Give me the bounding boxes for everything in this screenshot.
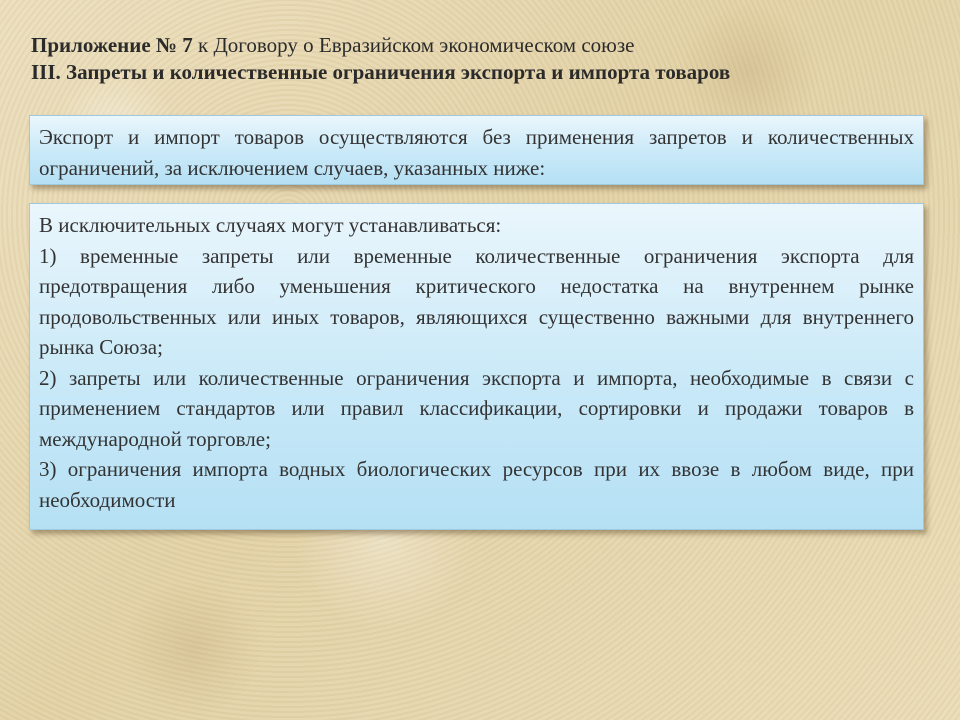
exceptions-text-box [29, 203, 924, 530]
intro-paragraph: Экспорт и импорт товаров осуществляются без применения запретов и количественных ограничений, за исключением случаев, указанных ниже: [39, 125, 914, 180]
exception-item-1: 1) временные запреты или временные количественные ограничения экспорта для предотвращения либо уменьшения критического недостатка на внутреннем рынке продовольственных или иных товаров, являющихся существенно важными для внутреннего рынка Союза; [39, 243, 914, 359]
annex-number: Приложение № 7 [31, 33, 193, 57]
exceptions-lead: В исключительных случаях могут устанавливаться: [39, 213, 502, 237]
section-title-text: III. Запреты и количественные ограничения экспорта и импорта товаров [31, 60, 731, 84]
slide-header [31, 32, 926, 86]
section-title [31, 59, 926, 86]
exception-item-3: 3) ограничения импорта водных биологических ресурсов при их ввозе в любом виде, при необходимости [39, 457, 914, 512]
intro-text-box [29, 115, 924, 185]
exception-item-2: 2) запреты или количественные ограничения экспорта и импорта, необходимые в связи с применением стандартов или правил классификации, сортировки и продажи товаров в международной торговле; [39, 365, 914, 451]
annex-subtitle: к Договору о Евразийском экономическом союзе [192, 33, 635, 57]
annex-title [31, 32, 926, 59]
